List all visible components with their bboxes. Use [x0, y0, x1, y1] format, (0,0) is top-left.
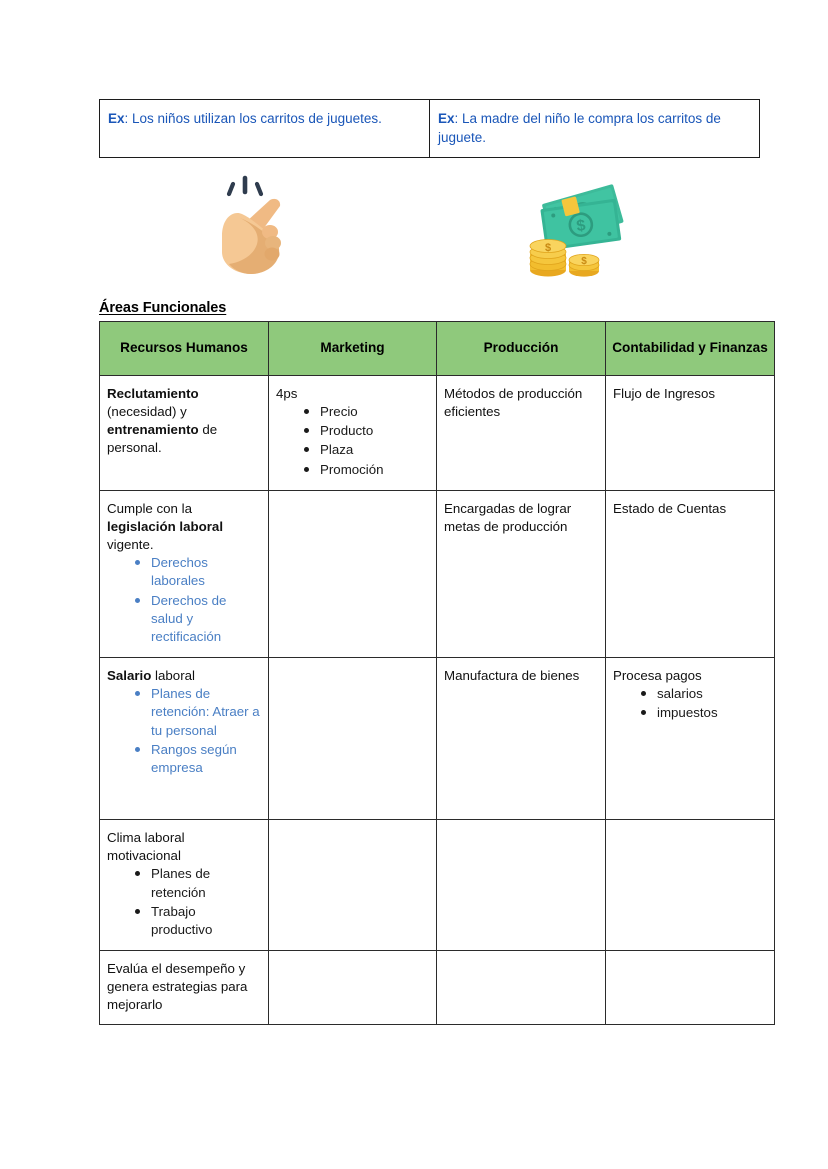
functional-areas-table [99, 321, 775, 1025]
list-item: Plaza [304, 441, 428, 459]
table-row [100, 951, 775, 1025]
cell-run: de personal. [107, 422, 218, 456]
cell-cf-3 [606, 658, 775, 820]
table-row [100, 376, 775, 491]
column-header-marketing: Marketing [269, 322, 437, 376]
example-cell-right [430, 100, 760, 158]
cell-paragraph: 4ps [276, 386, 298, 401]
list-item: Derechos laborales [135, 554, 260, 590]
money-cash-emoji [519, 178, 629, 278]
cell-mk-4 [269, 820, 437, 951]
example-label-left: Ex [108, 111, 125, 126]
column-header-recursos-humanos: Recursos Humanos [100, 322, 269, 376]
cell-paragraph: Procesa pagos [613, 668, 702, 684]
list-item: Trabajo productivo [135, 903, 260, 939]
cell-paragraph: Encargadas de lograr metas de producción [444, 500, 572, 534]
cell-pr-3 [437, 658, 606, 820]
cell-emphasis: entrenamiento [107, 422, 199, 438]
cell-pr-4 [437, 820, 606, 951]
cell-paragraph [107, 500, 260, 554]
cell-bullet-list [613, 685, 766, 722]
list-item: Planes de retención: Atraer a tu personal [135, 685, 260, 740]
cell-paragraph: Métodos de producción eficientes [444, 386, 583, 420]
example-text-left: Los niños utilizan los carritos de juguetes. [132, 111, 382, 126]
cell-rh-3 [100, 658, 269, 820]
cell-mk-1 [269, 376, 437, 491]
functional-areas-body [100, 376, 775, 1025]
example-cell-left [100, 100, 430, 158]
cell-pr-1 [437, 376, 606, 491]
cell-run: (necesidad) y [107, 404, 187, 420]
cell-paragraph: Flujo de Ingresos [613, 386, 715, 401]
example-separator-right: : [454, 111, 463, 126]
table-row [100, 658, 775, 820]
cell-emphasis: Reclutamiento [107, 386, 199, 401]
cell-pr-2 [437, 490, 606, 657]
cell-cf-2 [606, 490, 775, 657]
column-header-contabilidad-finanzas: Contabilidad y Finanzas [606, 322, 775, 376]
cell-cf-5 [606, 951, 775, 1025]
table-row [100, 490, 775, 657]
cell-bullet-list [107, 554, 260, 646]
pointing-hand-emoji [199, 170, 291, 280]
cell-rh-5 [100, 951, 269, 1025]
cell-paragraph [107, 829, 260, 865]
cell-mk-2 [269, 490, 437, 657]
cell-emphasis: legislación laboral [107, 518, 224, 534]
cell-bullet-list [107, 865, 260, 939]
table-row [100, 820, 775, 951]
cell-run: vigente. [107, 537, 154, 553]
section-title: Áreas Funcionales [99, 300, 227, 316]
cell-rh-4 [100, 820, 269, 951]
cell-bullet-list [276, 403, 428, 479]
list-item: impuestos [641, 704, 766, 722]
example-text-right: La madre del niño le compra los carritos de juguete. [438, 111, 721, 146]
cell-run: Clima laboral motivacional [107, 830, 185, 864]
cell-rh-2 [100, 490, 269, 657]
cell-paragraph [107, 960, 260, 1014]
cell-cf-1 [606, 376, 775, 491]
svg-text:$: $ [544, 242, 552, 254]
list-item: Precio [304, 403, 428, 421]
cell-bullet-list [107, 685, 260, 777]
cell-run: Cumple con la [107, 500, 192, 516]
cell-mk-3 [269, 658, 437, 820]
list-item: Derechos de salud y rectificación [135, 592, 260, 647]
cell-run: Evalúa el desempeño y genera estrategias para mejorarlo [107, 961, 248, 1013]
column-header-produccion: Producción [437, 322, 606, 376]
table-row [100, 100, 760, 158]
example-label-right: Ex [438, 111, 455, 126]
list-item: Rangos según empresa [135, 741, 260, 777]
list-item: Producto [304, 422, 428, 440]
svg-text:$: $ [575, 217, 587, 236]
cell-pr-5 [437, 951, 606, 1025]
cell-emphasis: Salario [107, 668, 152, 684]
illustration-row [99, 166, 726, 284]
svg-text:$: $ [581, 256, 587, 267]
cell-run: laboral [151, 668, 195, 684]
examples-table [99, 99, 760, 158]
cell-paragraph: Manufactura de bienes [444, 668, 580, 684]
cell-rh-1 [100, 376, 269, 491]
cell-paragraph [107, 667, 260, 685]
example-separator-left: : [124, 111, 133, 126]
list-item: salarios [641, 685, 766, 703]
cell-cf-4 [606, 820, 775, 951]
cell-mk-5 [269, 951, 437, 1025]
cell-paragraph [107, 385, 260, 457]
list-item: Promoción [304, 461, 428, 479]
cell-paragraph: Estado de Cuentas [613, 500, 727, 516]
table-header-row [100, 322, 775, 376]
list-item: Planes de retención [135, 865, 260, 901]
